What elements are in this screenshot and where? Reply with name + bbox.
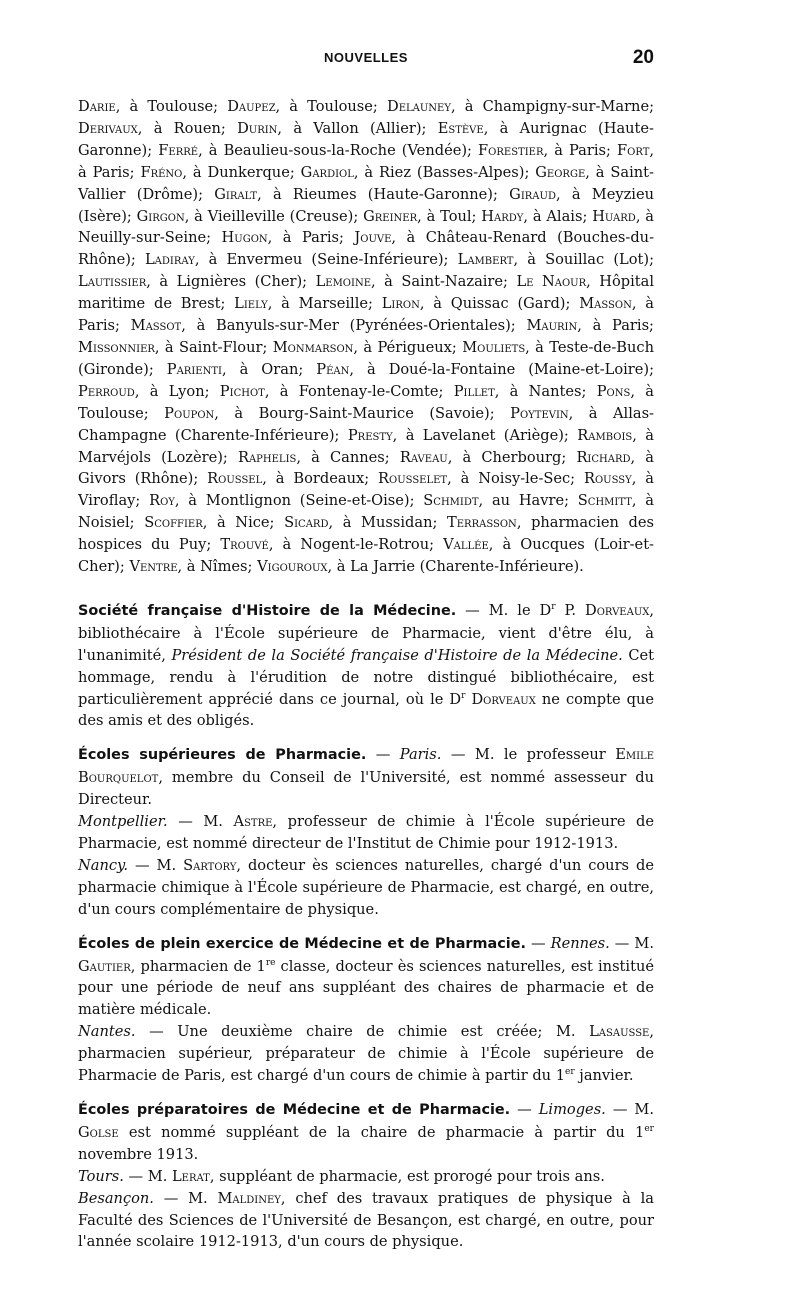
page-body bbox=[78, 96, 654, 1253]
text: novembre 1913. bbox=[78, 1145, 199, 1163]
person-name: Delauney bbox=[387, 98, 451, 115]
text: — M. bbox=[167, 813, 234, 831]
person-name: Maurin bbox=[526, 317, 578, 335]
person-location: , à Lavelanet (Ariège); bbox=[392, 426, 578, 444]
paragraph-tours bbox=[78, 1166, 654, 1188]
text: ne compte que des amis et des obligés. bbox=[78, 690, 654, 730]
paragraph-nantes bbox=[78, 1021, 654, 1087]
person-location: , à Noisiel; bbox=[78, 492, 654, 532]
text: Cet hommage, rendu à l'érudition de notre distingué bibliothécaire, est particulièrement apprécié dans ce journal, où le D bbox=[78, 646, 654, 708]
text: est nommé suppléant de la chaire de pharmacie à partir du 1 bbox=[118, 1123, 645, 1141]
person-location: , à Neuilly-sur-Seine; bbox=[78, 207, 654, 247]
person-location: , à Cannes; bbox=[296, 448, 400, 466]
person-name: Liron bbox=[381, 295, 420, 313]
person-location: , à Champigny-sur-Marne; bbox=[450, 98, 654, 115]
page-number: 20 bbox=[632, 47, 654, 68]
superscript: r bbox=[461, 690, 466, 701]
text: — bbox=[366, 746, 400, 764]
person-location: , à Rieumes (Haute-Garonne); bbox=[257, 185, 510, 203]
person-name: Giraud bbox=[509, 185, 556, 203]
person-name: Lerat bbox=[171, 1167, 210, 1185]
person-name: Richard bbox=[576, 448, 631, 466]
person-location: , à Dunkerque; bbox=[182, 163, 301, 181]
person-location: , à Doué-la-Fontaine (Maine-et-Loire); bbox=[349, 360, 654, 378]
person-name: Terrasson bbox=[447, 514, 517, 532]
person-name: Lambert bbox=[457, 251, 514, 269]
person-location: , pharmacien des hospices du Puy; bbox=[78, 514, 654, 554]
person-name: Parienti bbox=[166, 360, 222, 378]
person-location: , à Marvéjols (Lozère); bbox=[78, 426, 654, 466]
person-name: Golse bbox=[78, 1123, 119, 1141]
person-location: , à Toul; bbox=[417, 207, 482, 225]
text: — Une deuxième chaire de chimie est créée; M. bbox=[135, 1023, 590, 1041]
person-name: Pillet bbox=[453, 382, 495, 400]
person-name: Perroud bbox=[78, 382, 135, 400]
person-location: , à Teste-de-Buch (Gironde); bbox=[78, 338, 654, 378]
place-name: Nantes. bbox=[78, 1023, 136, 1041]
text: , docteur ès sciences naturelles, chargé d'un cours de pharmacie chimique à l'École supérieure de Pharmacie, est chargé, en outre, d'un cours complémentaire de physique. bbox=[78, 856, 654, 918]
person-location: , à Nîmes; bbox=[177, 558, 258, 576]
person-name: Missonnier bbox=[78, 338, 155, 356]
person-name: Poupon bbox=[164, 404, 215, 422]
text: — M. bbox=[128, 856, 184, 874]
person-name: Péan bbox=[316, 360, 350, 378]
person-location: , à Lyon; bbox=[134, 382, 220, 400]
person-name: Huard bbox=[592, 207, 636, 225]
person-location: , à Paris; bbox=[267, 229, 355, 247]
person-name: Jouve bbox=[354, 229, 392, 247]
paragraph-montpellier bbox=[78, 811, 654, 855]
text: , bibliothécaire à l'École supérieure de Pharmacie, vient d'être élu, à l'unanimité, bbox=[78, 601, 655, 664]
place-name: Paris. bbox=[399, 746, 442, 764]
person-name: Estève bbox=[437, 119, 484, 137]
person-name: Raphelis bbox=[237, 448, 297, 466]
person-name: Durin bbox=[237, 119, 278, 137]
text: janvier. bbox=[574, 1067, 634, 1085]
person-location: , à Lignières (Cher); bbox=[146, 273, 316, 291]
text: — M. bbox=[123, 1167, 172, 1185]
person-name: Schmidt bbox=[423, 492, 479, 510]
person-name: Fort bbox=[617, 141, 650, 159]
person-location: , à Nice; bbox=[202, 514, 285, 532]
person-name: Hardy bbox=[481, 207, 524, 225]
text: , pharmacien de 1 bbox=[130, 957, 266, 975]
person-name: Derivaux bbox=[78, 119, 138, 137]
person-name: Lautissier bbox=[78, 273, 147, 291]
text: — M. bbox=[605, 1100, 654, 1118]
person-location: , à Viroflay; bbox=[78, 470, 654, 510]
person-name: Sicard bbox=[284, 514, 329, 532]
person-name: Pons bbox=[596, 382, 631, 400]
person-name: Schmitt bbox=[577, 492, 632, 510]
person-location: , à Nogent-le-Rotrou; bbox=[268, 536, 444, 554]
text: , suppléant de pharmacie, est prorogé pour trois ans. bbox=[209, 1167, 605, 1185]
person-name: Vigouroux bbox=[257, 558, 328, 576]
person-name: Roussel bbox=[207, 470, 263, 488]
person-name: Lemoine bbox=[315, 273, 372, 291]
text: — bbox=[525, 934, 551, 952]
place-name: Besançon. bbox=[78, 1189, 154, 1207]
person-name: Sartory bbox=[183, 856, 237, 874]
person-location: , à Bordeaux; bbox=[262, 470, 379, 488]
person-location: , à Vieilleville (Creuse); bbox=[184, 207, 364, 225]
person-name: Girgon bbox=[136, 207, 185, 225]
person-name: Rambois bbox=[577, 426, 633, 444]
section-heading: Écoles préparatoires de Médecine et de Pharmacie. bbox=[78, 1101, 511, 1118]
person-location: , à Saint-Vallier (Drôme); bbox=[78, 163, 654, 203]
person-location: , à Aurignac (Haute-Garonne); bbox=[78, 119, 654, 159]
person-location: , à Saint-Nazaire; bbox=[371, 273, 517, 291]
person-name: Massot bbox=[130, 317, 182, 335]
person-name: Emile Bourquelot bbox=[78, 746, 655, 787]
person-name: George bbox=[535, 163, 586, 181]
person-location: , à Riez (Basses-Alpes); bbox=[353, 163, 536, 181]
text: , membre du Conseil de l'Université, est nommé assesseur du Directeur. bbox=[78, 769, 654, 809]
text: classe, docteur ès sciences naturelles, est institué pour une période de neuf ans suppléant des chaires de pharmacie et de matière médicale. bbox=[78, 957, 654, 1019]
person-location: , à Givors (Rhône); bbox=[78, 448, 655, 488]
person-location: , à Paris; bbox=[543, 141, 618, 159]
person-name: Presty bbox=[347, 426, 393, 444]
section-ecoles-plein-exercice bbox=[78, 933, 654, 1022]
person-name: Vallée bbox=[443, 536, 489, 554]
person-name: Darie bbox=[78, 98, 116, 115]
person-location: , à Château-Renard (Bouches-du-Rhône); bbox=[78, 229, 654, 269]
superscript: re bbox=[265, 957, 276, 968]
person-name: Maldiney bbox=[217, 1189, 281, 1207]
text: — M. bbox=[609, 934, 654, 952]
text: — M. bbox=[153, 1189, 218, 1207]
person-location: , à Bourg-Saint-Maurice (Savoie); bbox=[214, 404, 511, 422]
person-location: , à Paris; bbox=[78, 141, 655, 181]
person-name: Mouliets bbox=[462, 338, 526, 356]
person-location: , à Quissac (Gard); bbox=[419, 295, 580, 313]
person-location: , à Toulouse; bbox=[275, 98, 387, 115]
person-location: , à Cherbourg; bbox=[447, 448, 577, 466]
person-location: , à Envermeu (Seine-Inférieure); bbox=[194, 251, 458, 269]
section-ecoles-preparatoires bbox=[78, 1099, 654, 1166]
person-name: Daupez bbox=[227, 98, 276, 115]
paragraph-besancon bbox=[78, 1188, 654, 1254]
person-name: Roussy bbox=[584, 470, 632, 488]
person-name: Trouvé bbox=[220, 536, 269, 554]
person-location: , à Fontenay-le-Comte; bbox=[264, 382, 454, 400]
place-name: Montpellier. bbox=[78, 813, 168, 831]
person-location: , à Banyuls-sur-Mer (Pyrénées-Orientales); bbox=[181, 317, 527, 335]
italic-title: Président de la Société française d'Histoire de la Médecine. bbox=[171, 646, 623, 664]
person-name: Dorveaux bbox=[471, 690, 536, 708]
superscript: er bbox=[644, 1124, 654, 1135]
section-heading: Société française d'Histoire de la Médecine. bbox=[78, 602, 457, 619]
person-name: Fréno bbox=[140, 163, 183, 181]
paragraph-nancy bbox=[78, 855, 654, 921]
person-location: , Hôpital maritime de Brest; bbox=[78, 273, 654, 313]
text: — M. le D bbox=[456, 601, 552, 619]
person-name: Gardiol bbox=[300, 163, 354, 181]
person-name: Greiner bbox=[363, 207, 418, 225]
person-location: , à Paris; bbox=[78, 295, 654, 335]
person-name: Lasausse bbox=[589, 1023, 650, 1041]
person-name: Liely bbox=[234, 295, 268, 313]
person-name: Masson bbox=[579, 295, 632, 313]
superscript: r bbox=[551, 602, 556, 613]
person-location: , à Toulouse; bbox=[115, 98, 228, 115]
person-location: , à Marseille; bbox=[267, 295, 382, 313]
person-name: Roy bbox=[149, 492, 175, 510]
text: — M. le professeur bbox=[441, 746, 616, 764]
person-location: , à Alais; bbox=[523, 207, 593, 225]
person-location: , à Oucques (Loir-et-Cher); bbox=[78, 536, 654, 576]
person-name: Poytevin bbox=[510, 404, 569, 422]
person-name: Le Naour bbox=[516, 273, 587, 291]
person-name: Gautier bbox=[78, 957, 131, 975]
person-name: Hugon bbox=[221, 229, 268, 247]
person-name: Dorveaux bbox=[585, 601, 650, 619]
person-name: Ferré bbox=[158, 141, 199, 159]
person-location: , à Mussidan; bbox=[328, 514, 448, 532]
section-heading: Écoles supérieures de Pharmacie. bbox=[78, 747, 367, 764]
section-heading: Écoles de plein exercice de Médecine et de Pharmacie. bbox=[78, 935, 526, 952]
place-name: Nancy. bbox=[78, 856, 128, 874]
place-name: Tours. bbox=[78, 1167, 124, 1185]
person-location: , à Périgueux; bbox=[353, 338, 463, 356]
superscript: er bbox=[565, 1067, 575, 1078]
section-ecoles-superieures bbox=[78, 744, 654, 811]
text: , chef des travaux pratiques de physique à la Faculté des Sciences de l'Université de Besançon, est chargé, en outre, pour l'année scolaire 1912-1913, d'un cours de physique. bbox=[78, 1189, 654, 1251]
running-title: NOUVELLES bbox=[324, 50, 408, 65]
person-location: , à Souillac (Lot); bbox=[513, 251, 654, 269]
person-location: , à Toulouse; bbox=[78, 382, 654, 422]
names-list bbox=[78, 96, 654, 578]
person-location: , à Beaulieu-sous-la-Roche (Vendée); bbox=[198, 141, 479, 159]
person-name: Astre bbox=[233, 813, 273, 831]
person-location: , à Nantes; bbox=[494, 382, 597, 400]
person-name: Rousselet bbox=[378, 470, 448, 488]
person-name: Monmarson bbox=[272, 338, 354, 356]
text: , pharmacien supérieur, préparateur de chimie à l'École supérieure de Pharmacie de Paris, est chargé d'un cours de chimie à partir du 1 bbox=[78, 1023, 654, 1085]
person-name: Ventre bbox=[129, 558, 178, 576]
person-location: , à Meyzieu (Isère); bbox=[78, 185, 654, 225]
text: P. bbox=[555, 601, 585, 619]
person-location: , à Allas-Champagne (Charente-Inférieure); bbox=[78, 404, 654, 444]
person-location: , à Oran; bbox=[221, 360, 317, 378]
person-location: , à Saint-Flour; bbox=[154, 338, 273, 356]
running-header bbox=[78, 47, 654, 72]
text: , professeur de chimie à l'École supérieure de Pharmacie, est nommé directeur de l'Institut de Chimie pour 1912-1913. bbox=[78, 813, 655, 852]
person-name: Ladiray bbox=[144, 251, 195, 269]
person-name: Giralt bbox=[214, 185, 258, 203]
section-societe bbox=[78, 600, 654, 732]
person-name: Forestier bbox=[478, 141, 544, 159]
person-location: , à Rouen; bbox=[137, 119, 238, 137]
place-name: Limoges. bbox=[538, 1100, 606, 1118]
person-location: , à Noisy-le-Sec; bbox=[447, 470, 584, 488]
person-location: , à Montlignon (Seine-et-Oise); bbox=[174, 492, 424, 510]
person-location: , à Vallon (Allier); bbox=[277, 119, 438, 137]
person-name: Pichot bbox=[219, 382, 265, 400]
person-location: , à Paris; bbox=[577, 317, 654, 335]
text: — bbox=[510, 1100, 539, 1118]
person-location: , au Havre; bbox=[478, 492, 578, 510]
person-name: Scoffier bbox=[144, 514, 203, 532]
place-name: Rennes. bbox=[550, 934, 610, 952]
person-location: , à La Jarrie (Charente-Inférieure). bbox=[327, 558, 584, 576]
person-name: Raveau bbox=[399, 448, 448, 466]
